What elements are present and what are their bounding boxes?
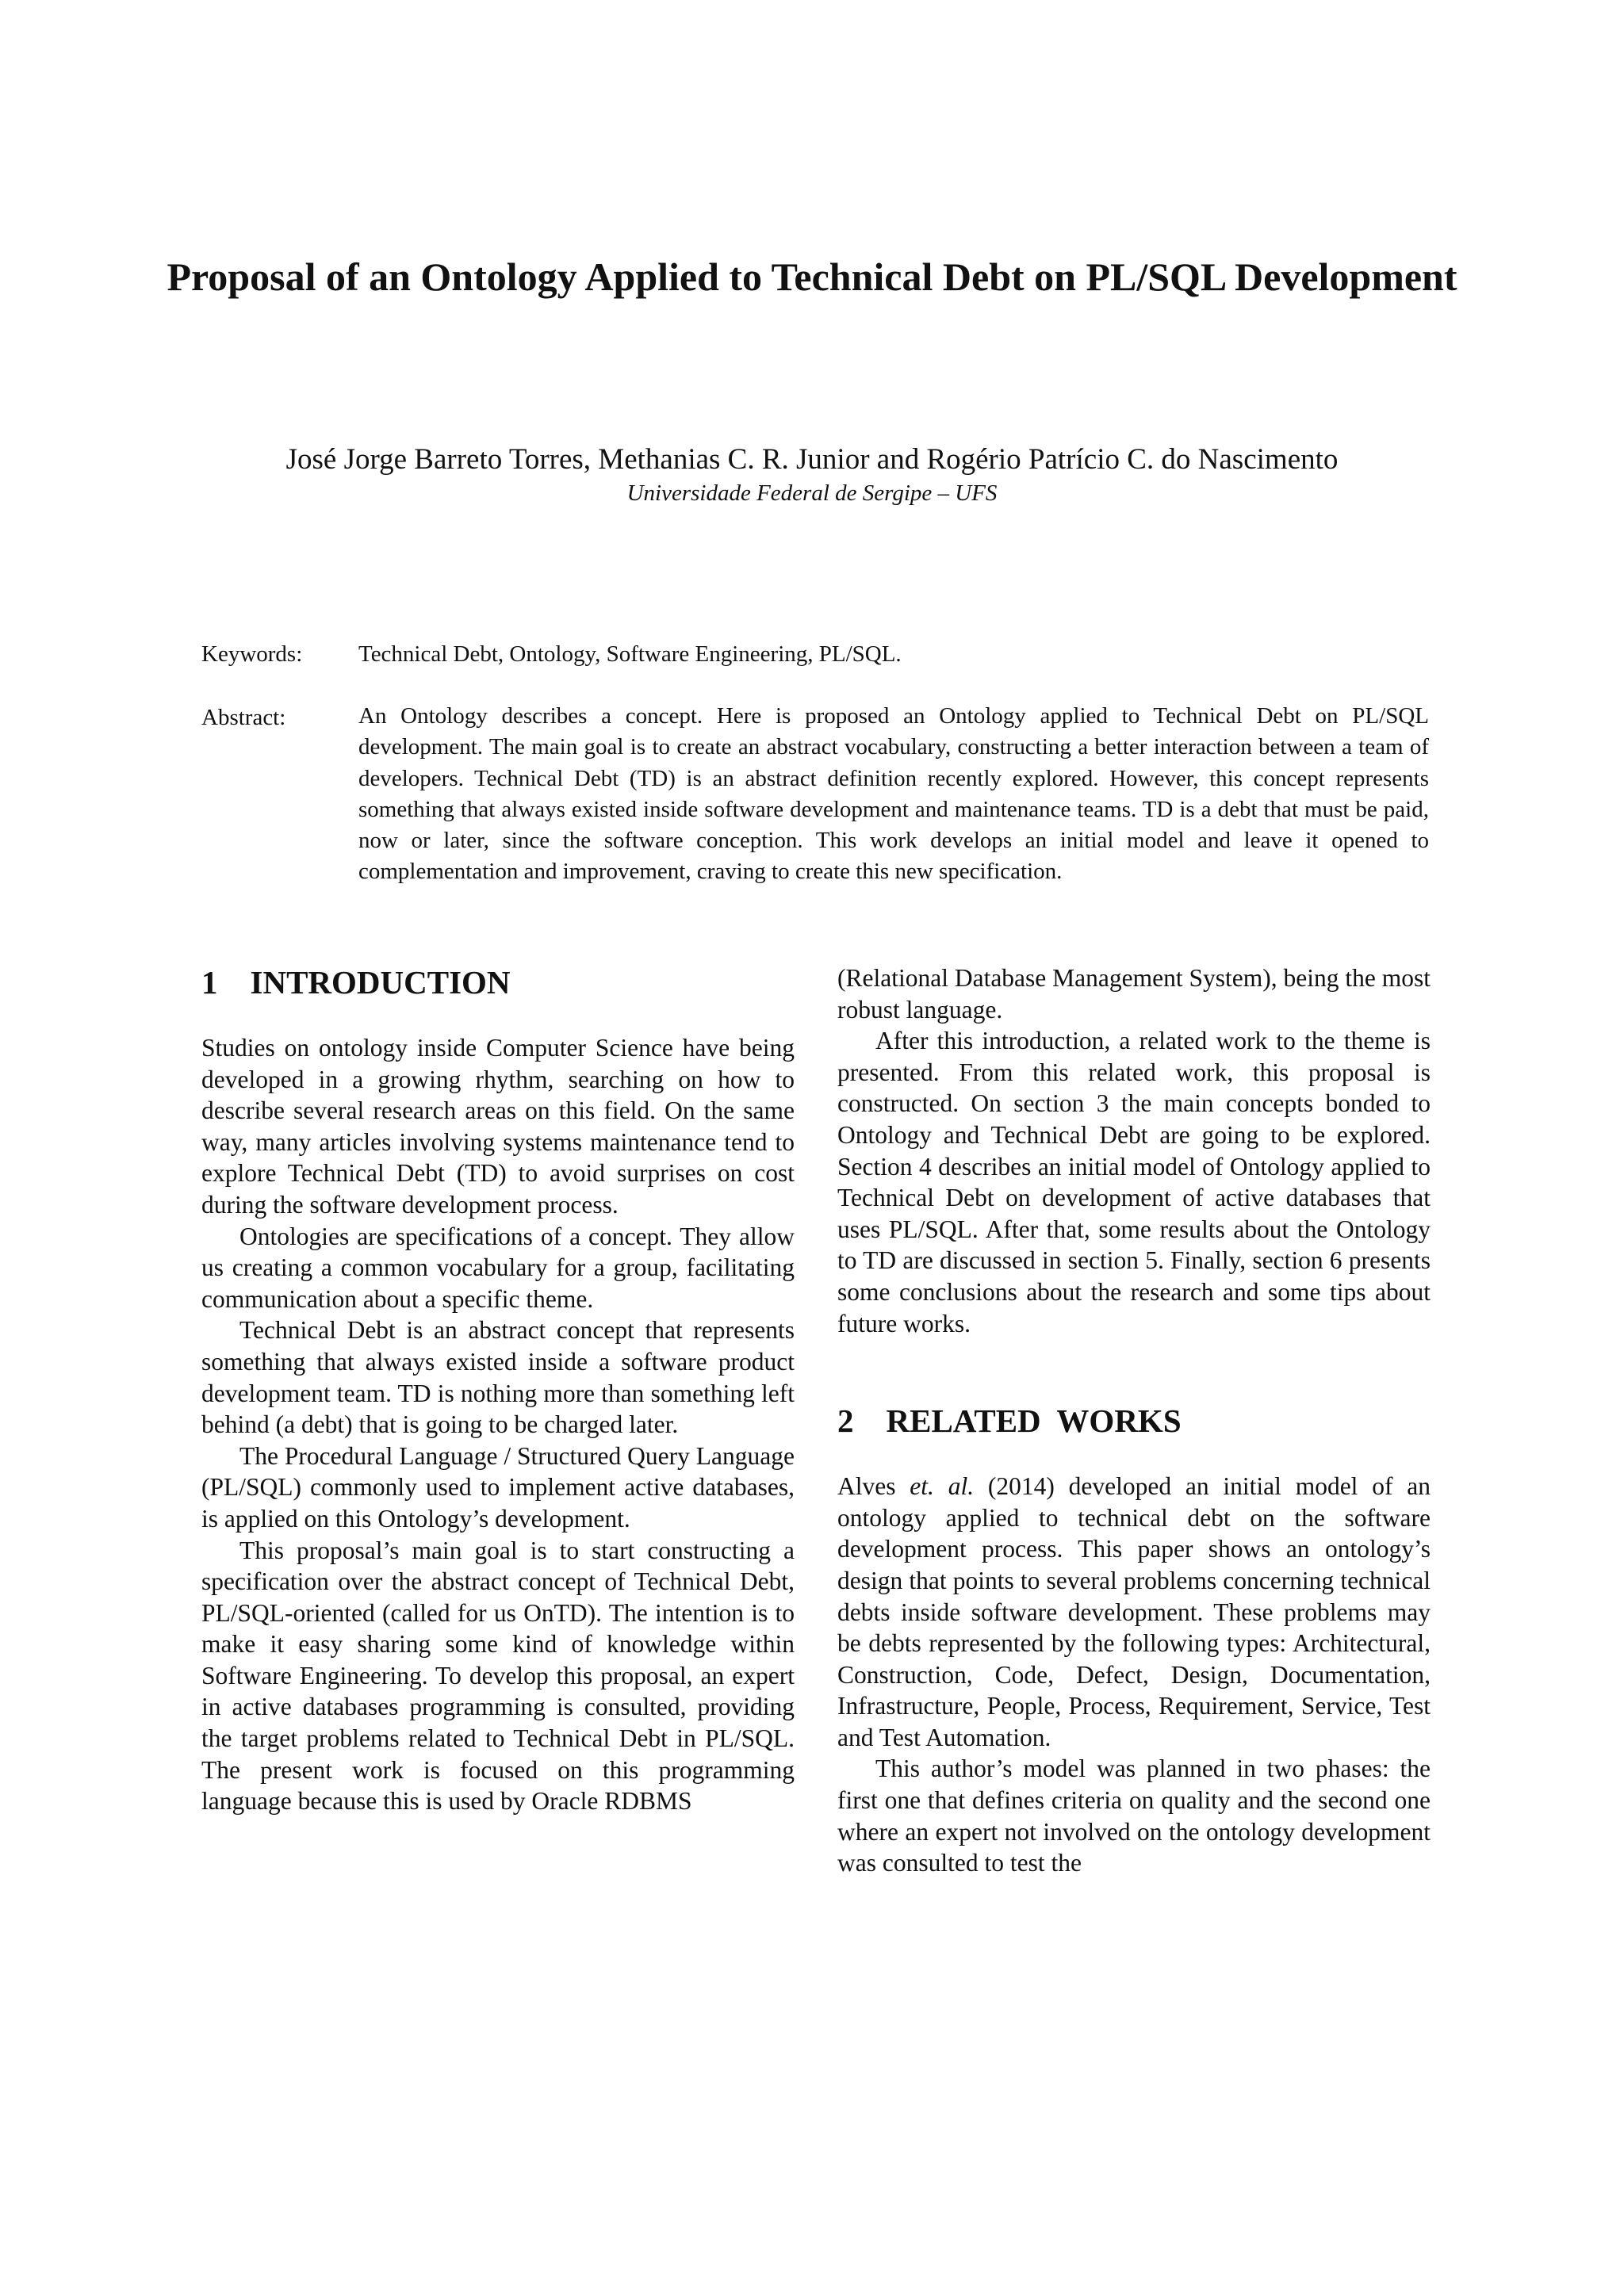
intro-paragraph-2: Ontologies are specifications of a concept. They allow us creating a common vocabulary for a group, facilitating communication about a specific theme. — [201, 1222, 795, 1313]
keywords-text: Technical Debt, Ontology, Software Engineering, PL/SQL. — [358, 641, 902, 667]
intro-paragraph-1: Studies on ontology inside Computer Science have being developed in a growing rhythm, searching on how to describe several research areas on this field. On the same way, many articles involving systems maintenance tend to explore Technical Debt (TD) to avoid surprises on cost during the software development process. — [201, 1034, 795, 1219]
related-paragraph-2: This author’s model was planned in two phases: the first one that defines criteria on quality and the second one where an expert not involved on the ontology development was consulted to test the — [837, 1755, 1431, 1877]
section-1-heading: 1 INTRODUCTION — [201, 964, 511, 1001]
right-column — [837, 962, 1431, 1879]
affiliation: Universidade Federal de Sergipe – UFS — [626, 480, 998, 506]
left-column — [201, 962, 795, 1817]
intro-paragraph-3: Technical Debt is an abstract concept that represents something that always existed inside a software product development team. TD is nothing more than something left behind (a debt) that is going to be charged later. — [201, 1316, 795, 1439]
section-2-heading: 2 RELATED WORKS — [837, 1402, 1182, 1440]
keywords-label: Keywords: — [201, 641, 303, 667]
intro-paragraph-6: After this introduction, a related work to the theme is presented. From this related work, this proposal is constructed. On section 3 the main concepts bonded to Ontology and Technical Debt are going to be explored. Section 4 describes an initial model of Ontology applied to Technical Debt on development of active databases that uses PL/SQL. After that, some results about the Ontology to TD are discussed in section 5. Finally, section 6 presents some conclusions about the research and some tips about future works. — [837, 1027, 1431, 1337]
intro-paragraph-5-continued: (Relational Database Management System), being the most robust language. — [837, 964, 1431, 1024]
related-paragraph-1 — [837, 1471, 1431, 1753]
paper-title: Proposal of an Ontology Applied to Technical Debt on PL/SQL Development — [167, 254, 1457, 299]
abstract-label: Abstract: — [201, 705, 286, 730]
abstract-text: An Ontology describes a concept. Here is proposed an Ontology applied to Technical Debt on PL/SQL development. The main goal is to create an abstract vocabulary, constructing a better interaction between a team of developers. Technical Debt (TD) is an abstract definition recently explored. However, this concept represents something that always existed inside software development and maintenance teams. TD is a debt that must be paid, now or later, since the software conception. This work develops an initial model and leave it opened to complementation and improvement, craving to create this new specification. — [358, 703, 1429, 885]
author-list: José Jorge Barreto Torres, Methanias C. R. Junior and Rogério Patrício C. do Nascimento — [285, 443, 1339, 476]
related-paragraph-1-start: Alves — [837, 1472, 910, 1501]
related-paragraph-1-rest: (2014) developed an initial model of an ontology applied to technical debt on the software development process. This paper shows an ontology’s design that points to several problems concerning technical debts inside software development. These problems may be debts represented by the following types: Architectural, Construction, Code, Defect, Design, Documentation, Infrastructure, People, Process, Requirement, Service, Test and Test Automation. — [837, 1472, 1431, 1751]
related-paragraph-1-etal: et. al. — [910, 1472, 975, 1501]
intro-paragraph-5: This proposal’s main goal is to start constructing a specification over the abstract concept of Technical Debt, PL/SQL-oriented (called for us OnTD). The intention is to make it easy sharing some kind of knowledge within Software Engineering. To develop this proposal, an expert in active databases programming is consulted, providing the target problems related to Technical Debt in PL/SQL. The present work is focused on this programming language because this is used by Oracle RDBMS — [201, 1536, 795, 1816]
intro-paragraph-4: The Procedural Language / Structured Query Language (PL/SQL) commonly used to implement active databases, is applied on this Ontology’s development. — [201, 1441, 795, 1533]
